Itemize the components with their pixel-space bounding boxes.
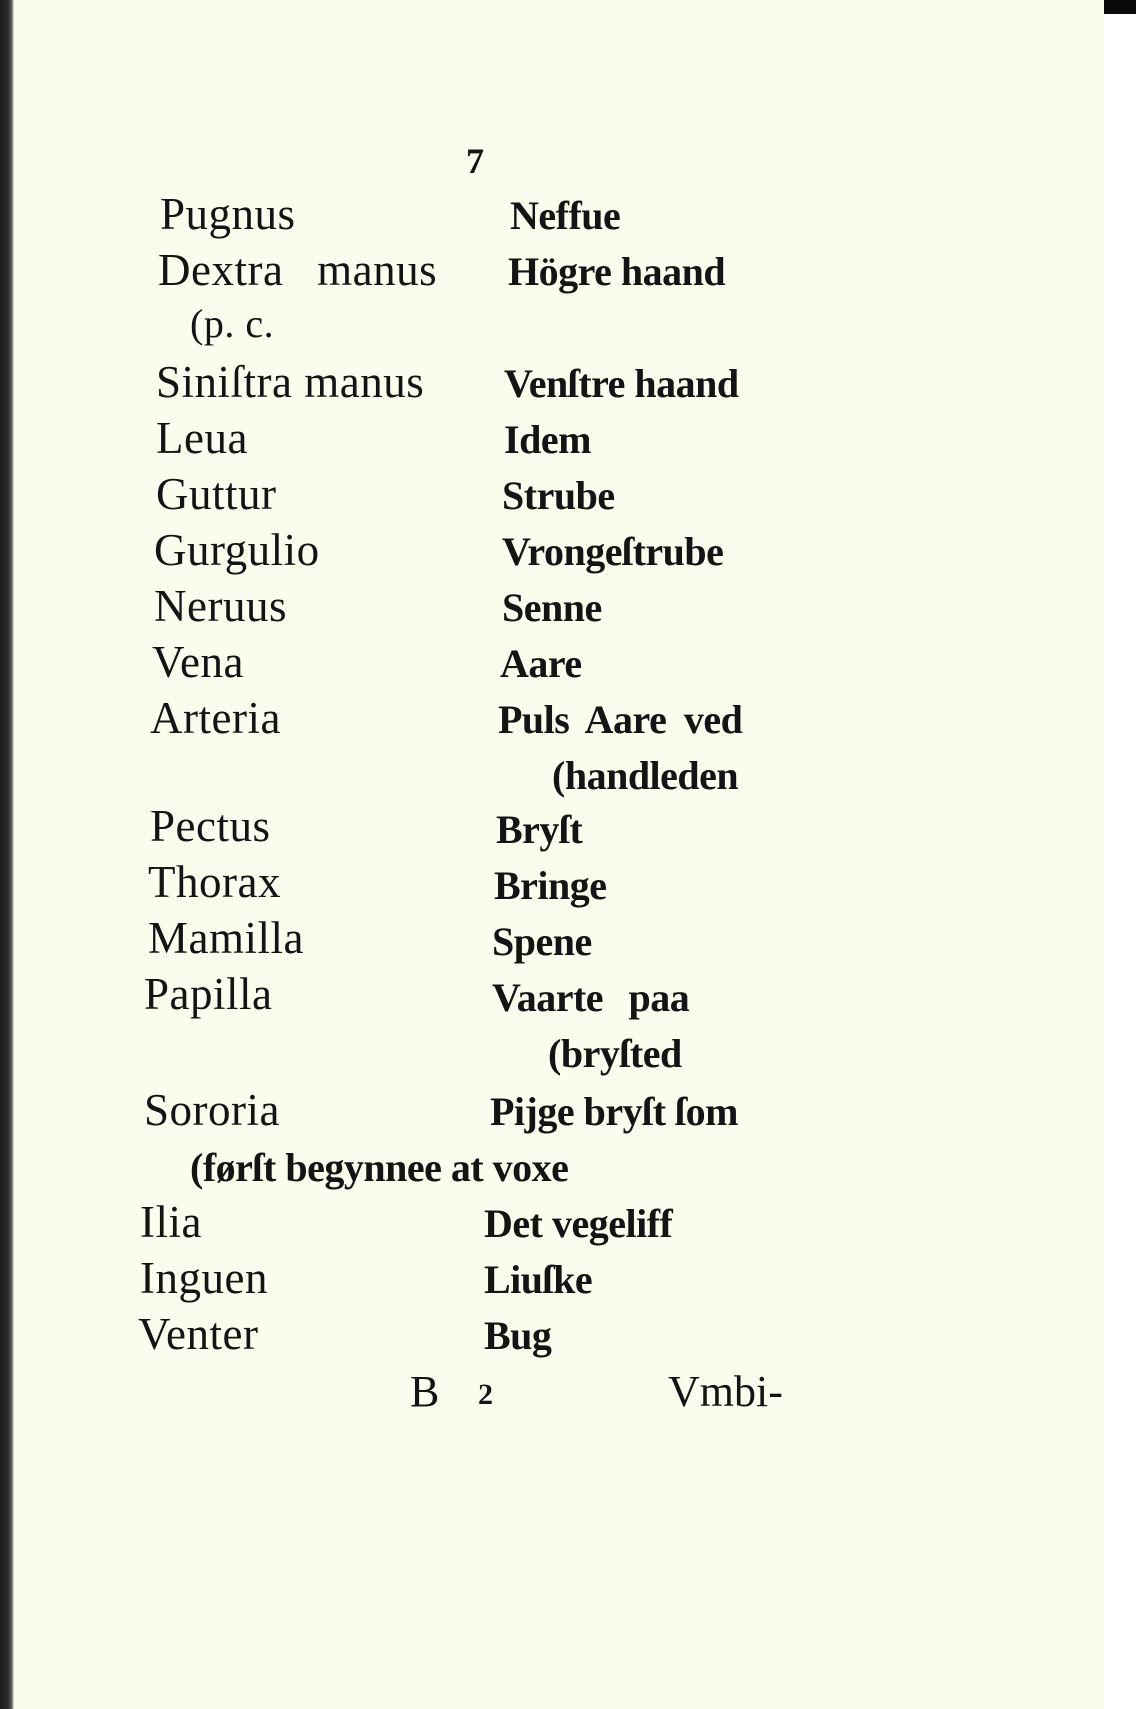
latin-term: Ilia <box>140 1197 202 1247</box>
latin-term: Thorax <box>148 857 281 907</box>
latin-term: Gurgulio <box>154 525 320 575</box>
latin-term: Pugnus <box>160 189 296 239</box>
danish-term: Aare <box>500 641 582 686</box>
danish-term: Högre haand <box>508 249 726 294</box>
latin-term: Pectus <box>150 801 271 851</box>
danish-term: Liuſke <box>484 1257 593 1302</box>
danish-term: Idem <box>504 417 591 462</box>
latin-term: Dextra manus <box>158 245 438 295</box>
catchword: Vmbi- <box>668 1367 783 1416</box>
danish-term: Senne <box>502 585 602 630</box>
latin-term: Neruus <box>154 581 287 631</box>
latin-term: Mamilla <box>148 913 304 963</box>
danish-term: Bug <box>484 1313 552 1358</box>
danish-term: (bryſted <box>548 1031 682 1076</box>
latin-term: Siniſtra manus <box>156 357 425 407</box>
latin-term: Guttur <box>156 469 277 519</box>
latin-term: Vena <box>152 637 244 687</box>
latin-term: Inguen <box>140 1253 268 1303</box>
danish-term: Det vegeliff <box>484 1201 673 1246</box>
latin-term: (p. c. <box>190 301 275 346</box>
danish-term: Bryſt <box>496 807 583 852</box>
latin-term: Venter <box>138 1309 259 1359</box>
danish-term: Vaarte paa <box>492 975 690 1020</box>
danish-term: Bringe <box>494 863 607 908</box>
latin-term: Arteria <box>150 693 281 743</box>
scan-corner-mark <box>1104 0 1136 14</box>
danish-term: Pijge bryſt ſom <box>490 1089 738 1134</box>
signature-letter: B <box>410 1367 440 1416</box>
page-edge-shadow <box>0 0 14 1709</box>
danish-term: Puls Aare ved <box>498 697 743 742</box>
latin-term: Leua <box>156 413 248 463</box>
danish-term: Vrongeſtrube <box>502 529 724 574</box>
signature-number: 2 <box>478 1378 493 1411</box>
scan-margin <box>1104 0 1136 1709</box>
folio-mark: 7 <box>466 141 484 181</box>
latin-term: Papilla <box>144 969 273 1019</box>
danish-term: (handleden <box>552 753 739 798</box>
danish-term: Strube <box>502 473 615 518</box>
latin-term: Sororia <box>144 1085 280 1135</box>
danish-term: Spene <box>492 919 592 964</box>
danish-term: Venſtre haand <box>504 361 739 406</box>
danish-term-continuation: (førſt begynnee at voxe <box>190 1145 569 1190</box>
danish-term: Neffue <box>510 193 621 238</box>
